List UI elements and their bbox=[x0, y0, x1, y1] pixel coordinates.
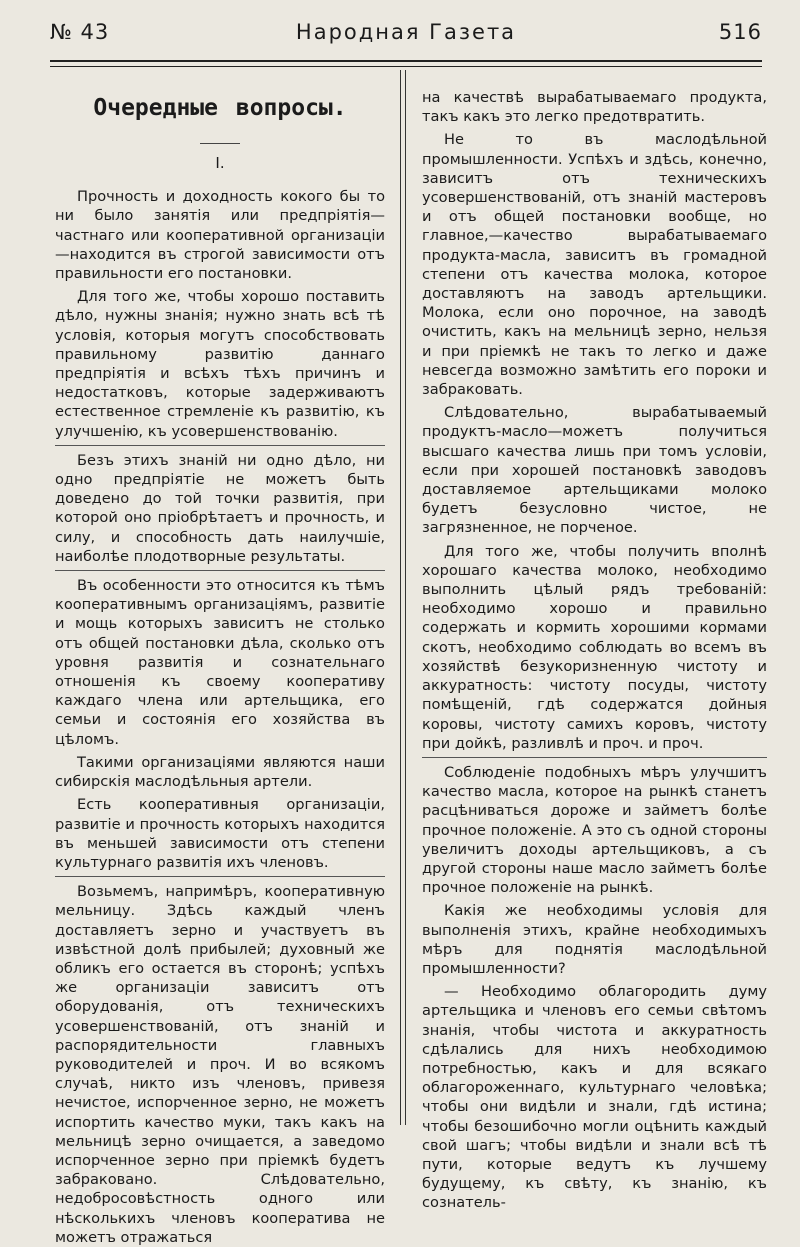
paragraph: Какія же необходимы условія для выполненія этихъ, крайне необходимыхъ мѣръ для поднятія маслодѣльной промышленности? bbox=[422, 902, 767, 977]
title-rule bbox=[200, 143, 240, 144]
paragraph: Безъ этихъ знаній ни одно дѣло, ни одно предпріятіе не можетъ быть доведено до той точки развитія, при которой оно пріобрѣтаетъ и прочность, и силу, и способность дать наилучшіе, наиболѣе плодотворные результаты. bbox=[55, 451, 385, 565]
paragraph: Въ особенности это относится къ тѣмъ кооперативнымъ организаціямъ, развитіе и мощь которыхъ зависитъ не столько отъ общей постановки дѣла, сколько отъ уровня развитія и сознательнаго отношенія къ своему кооперативу каждаго члена или артельщика, его семьи и состоянія его хозяйства въ цѣломъ. bbox=[55, 577, 385, 748]
column-divider bbox=[400, 70, 406, 1125]
paragraph: на качествѣ вырабатываемаго продукта, такъ какъ это легко предотвратить. bbox=[422, 89, 767, 126]
paragraph: Не то въ маслодѣльной промышленности. Успѣхъ и здѣсь, конечно, зависитъ отъ техническихъ усовершенствованій, отъ знаній мастеровъ и отъ общей постановки вообще, но главное,—качество вырабатываемаго продукта-масла, зависитъ въ громадной степени отъ качества молока, которое доставляютъ на заводъ артельщики. Молока, если оно порочное, на заводѣ очистить, какъ на мельницѣ зерно, нельзя и при пріемкѣ не такъ то легко и даже невсегда возможно замѣтить его пороки и забраковать. bbox=[422, 131, 767, 399]
paragraph-separator bbox=[55, 570, 385, 571]
article-title: Очередные вопросы. bbox=[93, 95, 347, 121]
paragraph-separator bbox=[55, 445, 385, 446]
section-number: I. bbox=[215, 154, 225, 172]
paragraph: Есть кооперативныя организаціи, развитіе и прочность которыхъ находится въ меньшей зависимости отъ степени культурнаго развитія ихъ членовъ. bbox=[55, 796, 385, 871]
header-rule bbox=[50, 60, 762, 67]
paragraph: — Необходимо облагородить думу артельщика и членовъ его семьи свѣтомъ знанія, чтобы чистота и аккуратность сдѣлались для нихъ необходимою потребностью, какъ и для всякаго облагороженнаго, культурнаго человѣка; чтобы они видѣли и знали, гдѣ истина; чтобы безошибочно могли оцѣнить каждый свой шагъ; чтобы видѣли и знали всѣ тѣ пути, которые ведутъ къ лучшему будущему, къ свѣту, къ знанію, къ сознатель- bbox=[422, 983, 767, 1212]
paragraph-separator bbox=[55, 876, 385, 877]
paragraph: Соблюденіе подобныхъ мѣръ улучшитъ качество масла, которое на рынкѣ станетъ расцѣниваться дороже и займетъ болѣе прочное положеніе. А это съ одной стороны увеличитъ доходы артельщиковъ, а съ другой стороны наше масло займетъ болѣе прочное положеніе на рынкѣ. bbox=[422, 763, 767, 897]
issue-number: № 43 bbox=[50, 20, 110, 44]
right-column bbox=[422, 88, 767, 1212]
newspaper-title: Народная Газета bbox=[295, 20, 517, 44]
paragraph: Прочность и доходность кокого бы то ни было занятія или предпріятія—частнаго или кооперативной организаціи—находится въ строгой зависимости отъ правильности его постановки. bbox=[55, 188, 385, 283]
page-header bbox=[50, 20, 762, 50]
paragraph: Возьмемъ, напримѣръ, кооперативную мельницу. Здѣсь каждый членъ доставляетъ зерно и участвуетъ въ извѣстной долѣ прибылей; духовный же обликъ его остается въ сторонѣ; успѣхъ же организаціи зависитъ отъ оборудованія, отъ техническихъ усовершенствованій, отъ знаній и распорядительности главныхъ руководителей и проч. И во всякомъ случаѣ, никто изъ членовъ, привезя нечистое, испорченное зерно, не можетъ испортить качество муки, такъ какъ на мельницѣ зерно очищается, а заведомо испорченное зерно при пріемкѣ будетъ забраковано. Слѣдовательно, недобросовѣстность одного или нѣсколькихъ членовъ кооператива не можетъ отражаться bbox=[55, 883, 385, 1246]
page-number: 516 bbox=[718, 20, 762, 44]
paragraph: Слѣдовательно, вырабатываемый продуктъ-масло—можетъ получиться высшаго качества лишь при томъ условіи, если при хорошей постановкѣ заводовъ доставляемое артельщиками молоко будетъ безусловно чистое, не загрязненное, не порченое. bbox=[422, 404, 767, 537]
paragraph: Для того же, чтобы хорошо поставить дѣло, нужны знанія; нужно знать всѣ тѣ условія, которыя могутъ способствовать правильному развитію даннаго предпріятія и всѣхъ тѣхъ причинъ и недостатковъ, которые задерживаютъ естественное стремленіе къ развитію, къ улучшенію, къ усовершенствованію. bbox=[55, 288, 385, 440]
paragraph-separator bbox=[422, 757, 767, 758]
paragraph: Для того же, чтобы получить вполнѣ хорошаго качества молоко, необходимо выполнить цѣлый рядъ требованій: необходимо хорошо и правильно содержать и кормить хорошими кормами скотъ, необходимо соблюдать во всемъ въ хозяйствѣ безукоризненную чистоту и аккуратность: чистоту посуды, чистоту помѣщеній, гдѣ содержатся дойныя коровы, чистоту самихъ коровъ, чистоту при дойкѣ, разливлѣ и проч. и проч. bbox=[422, 542, 767, 752]
paragraph: Такими организаціями являются наши сибирскія маслодѣльныя артели. bbox=[55, 753, 385, 791]
left-column bbox=[55, 85, 385, 1246]
